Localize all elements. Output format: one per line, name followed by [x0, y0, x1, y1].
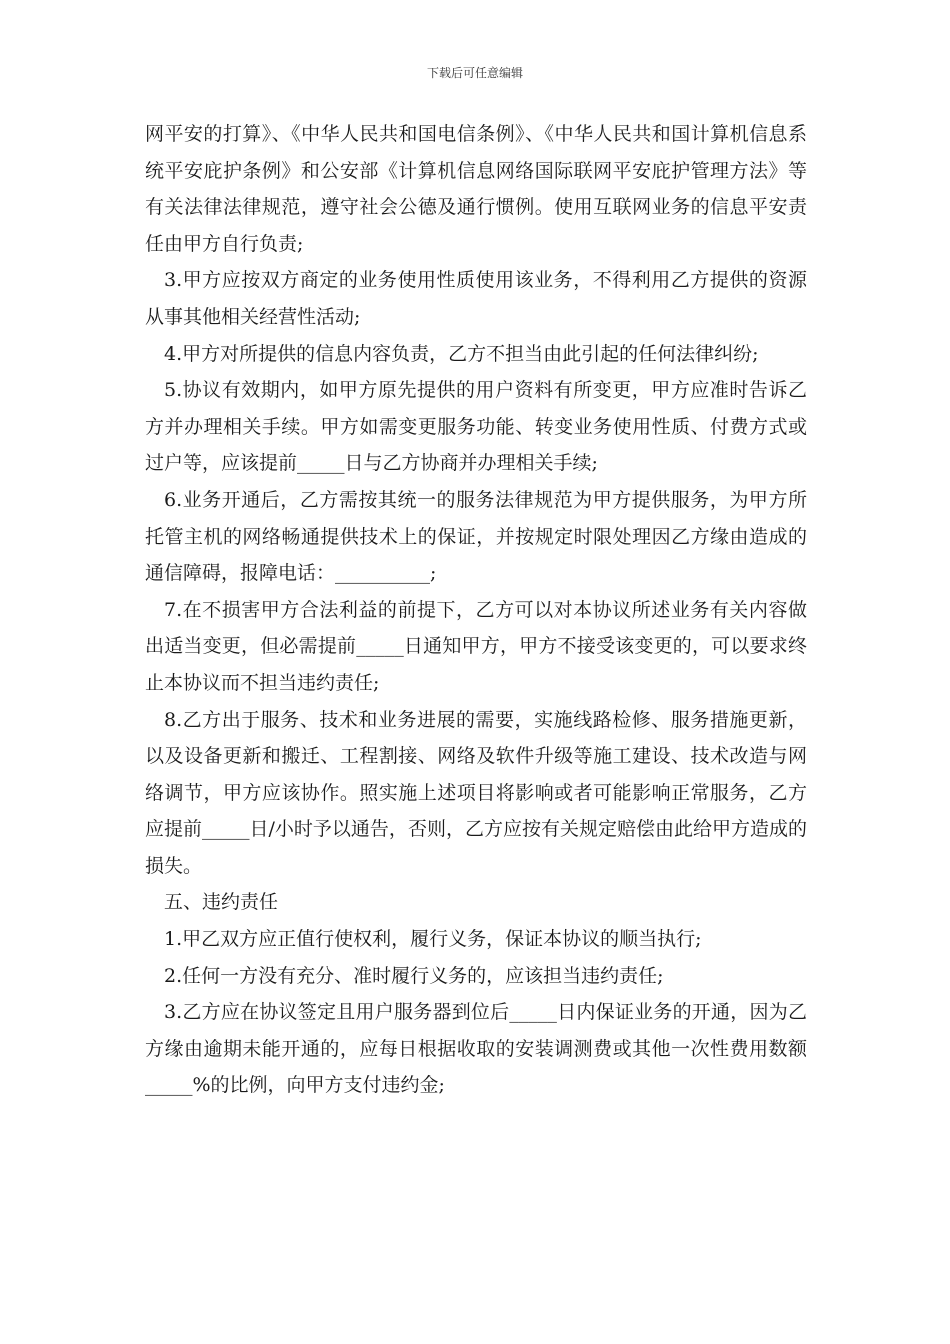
clause-7: 7.在不损害甲方合法利益的前提下，乙方可以对本协议所述业务有关内容做出适当变更，但必需提前_____日通知甲方，甲方不接受该变更的，可以要求终止本协议而不担当违约责任;: [145, 598, 807, 694]
clause-3: 3.甲方应按双方商定的业务使用性质使用该业务，不得利用乙方提供的资源从事其他相关经营性活动;: [145, 269, 807, 328]
clause-4: 4.甲方对所提供的信息内容负责，乙方不担当由此引起的任何法律纠纷;: [164, 342, 759, 365]
clause-8: 8.乙方出于服务、技术和业务进展的需要，实施线路检修、服务措施更新，以及设备更新和搬迁、工程割接、网络及软件升级等施工建设、技术改造与网络调节，甲方应该协作。照实施上述项目将影响或者可能影响正常服务，乙方应提前_____日/小时予以通告，否则，乙方应按有关规定赔偿由此给甲方造成的损失。: [145, 708, 807, 877]
breach-clause-2: 2.任何一方没有充分、准时履行义务的，应该担当违约责任;: [164, 964, 664, 987]
section-heading-breach: 五、违约责任: [164, 891, 279, 914]
clause-6: 6.业务开通后，乙方需按其统一的服务法律规范为甲方提供服务，为甲方所托管主机的网络畅通提供技术上的保证，并按规定时限处理因乙方缘由造成的通信障碍，报障电话：__________;: [145, 488, 807, 585]
clause-5: 5.协议有效期内，如甲方原先提供的用户资料有所变更，甲方应准时告诉乙方并办理相关手续。甲方如需变更服务功能、转变业务使用性质、付费方式或过户等，应该提前_____日与乙方协商并办理相关手续;: [145, 379, 807, 475]
breach-clause-3: 3.乙方应在协议签定且用户服务器到位后_____日内保证业务的开通，因为乙方缘由逾期未能开通的，应每日根据收取的安装调测费或其他一次性费用数额_____%的比例，向甲方支付违约金;: [145, 1001, 807, 1097]
paragraph-continuation: 网平安的打算》、《中华人民共和国电信条例》、《中华人民共和国计算机信息系统平安庇护条例》和公安部《计算机信息网络国际联网平安庇护管理方法》等有关法律法律规范，遵守社会公德及通行惯例。使用互联网业务的信息平安责任由甲方自行负责;: [145, 123, 807, 255]
breach-clause-1: 1.甲乙双方应正值行使权利，履行义务，保证本协议的顺当执行;: [164, 928, 702, 951]
page-header: 下载后可任意编辑: [426, 66, 523, 80]
document-body: [145, 116, 807, 1104]
